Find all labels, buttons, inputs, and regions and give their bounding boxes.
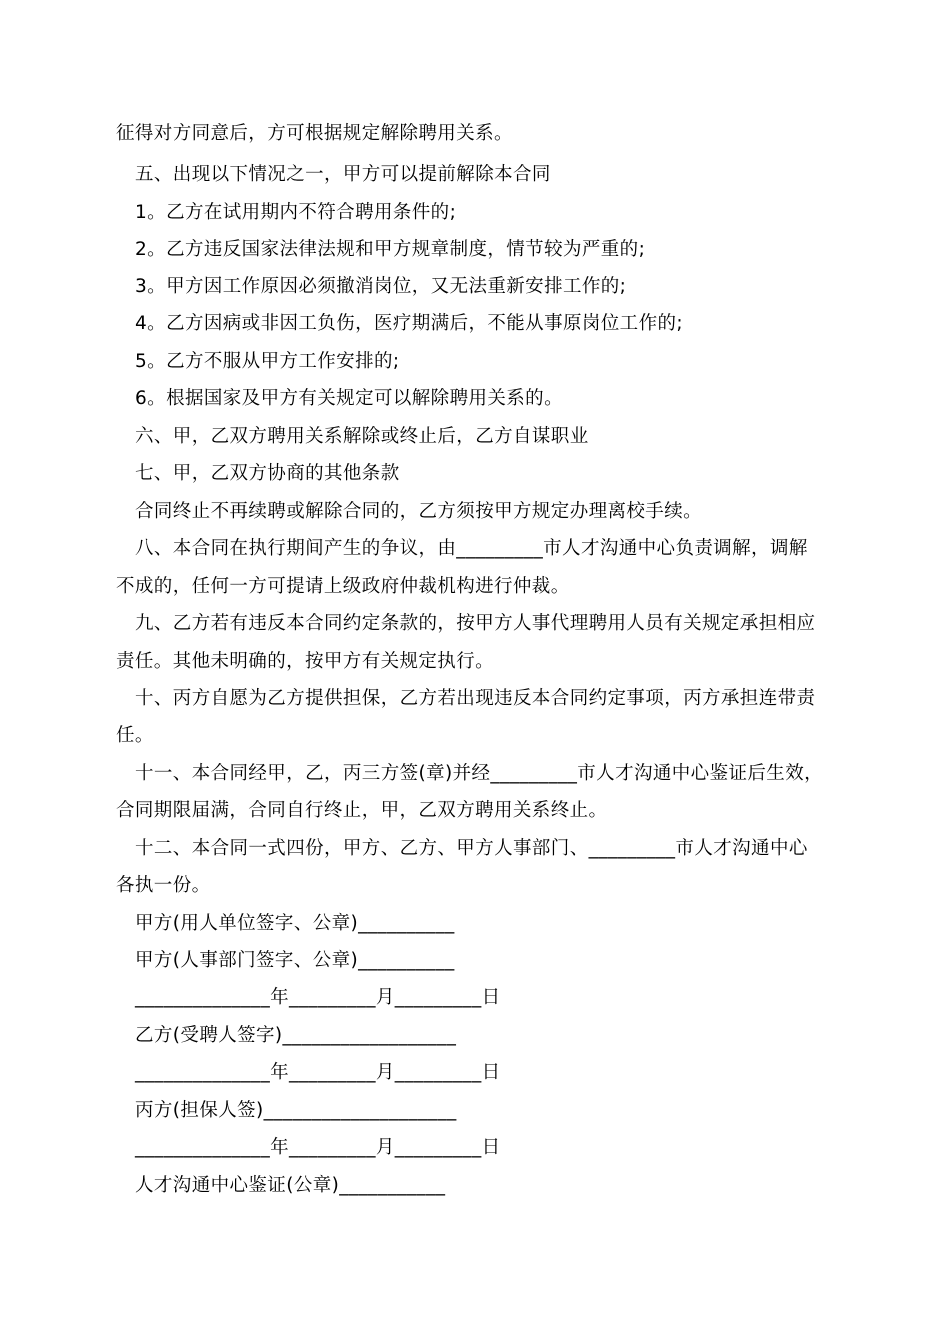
text-line: 征得对方同意后，方可根据规定解除聘用关系。 — [116, 123, 513, 144]
date-line: ______________年_________月_________日 — [135, 1137, 501, 1158]
signature-line: 人才沟通中心鉴证(公章)___________ — [135, 1175, 446, 1196]
text-line: 合同期限届满，合同自行终止，甲，乙双方聘用关系终止。 — [116, 800, 608, 821]
text-line: 任。 — [116, 725, 154, 746]
date-line: ______________年_________月_________日 — [135, 1062, 501, 1083]
signature-line: 丙方(担保人签)____________________ — [135, 1100, 457, 1121]
text-line: 各执一份。 — [116, 875, 211, 896]
signature-line: 甲方(人事部门签字、公章)__________ — [135, 950, 455, 971]
section-paragraph: 八、本合同在执行期间产生的争议，由_________市人才沟通中心负责调解，调解 — [135, 538, 808, 559]
section-heading: 六、甲，乙双方聘用关系解除或终止后，乙方自谋职业 — [135, 426, 589, 447]
section-paragraph: 十二、本合同一式四份，甲方、乙方、甲方人事部门、_________市人才沟通中心 — [135, 838, 808, 859]
text-line: 合同终止不再续聘或解除合同的，乙方须按甲方规定办理离校手续。 — [135, 501, 703, 522]
list-item: 3。甲方因工作原因必须撤消岗位，又无法重新安排工作的; — [135, 276, 627, 297]
section-paragraph: 十、丙方自愿为乙方提供担保，乙方若出现违反本合同约定事项，丙方承担连带责 — [135, 688, 816, 709]
section-heading: 五、出现以下情况之一，甲方可以提前解除本合同 — [135, 164, 551, 185]
list-item: 4。乙方因病或非因工负伤，医疗期满后，不能从事原岗位工作的; — [135, 313, 684, 334]
list-item: 6。根据国家及甲方有关规定可以解除聘用关系的。 — [135, 388, 563, 409]
section-paragraph: 九、乙方若有违反本合同约定条款的，按甲方人事代理聘用人员有关规定承担相应 — [135, 613, 816, 634]
section-heading: 七、甲，乙双方协商的其他条款 — [135, 463, 400, 484]
list-item: 1。乙方在试用期内不符合聘用条件的; — [135, 202, 457, 223]
section-paragraph: 十一、本合同经甲，乙，丙三方签(章)并经_________市人才沟通中心鉴证后生效， — [135, 763, 823, 784]
text-line: 责任。其他未明确的，按甲方有关规定执行。 — [116, 651, 495, 672]
signature-line: 乙方(受聘人签字)__________________ — [135, 1025, 457, 1046]
signature-line: 甲方(用人单位签字、公章)__________ — [135, 913, 455, 934]
list-item: 2。乙方违反国家法律法规和甲方规章制度，情节较为严重的; — [135, 239, 646, 260]
date-line: ______________年_________月_________日 — [135, 987, 501, 1008]
list-item: 5。乙方不服从甲方工作安排的; — [135, 351, 400, 372]
text-line: 不成的，任何一方可提请上级政府仲裁机构进行仲裁。 — [116, 576, 570, 597]
